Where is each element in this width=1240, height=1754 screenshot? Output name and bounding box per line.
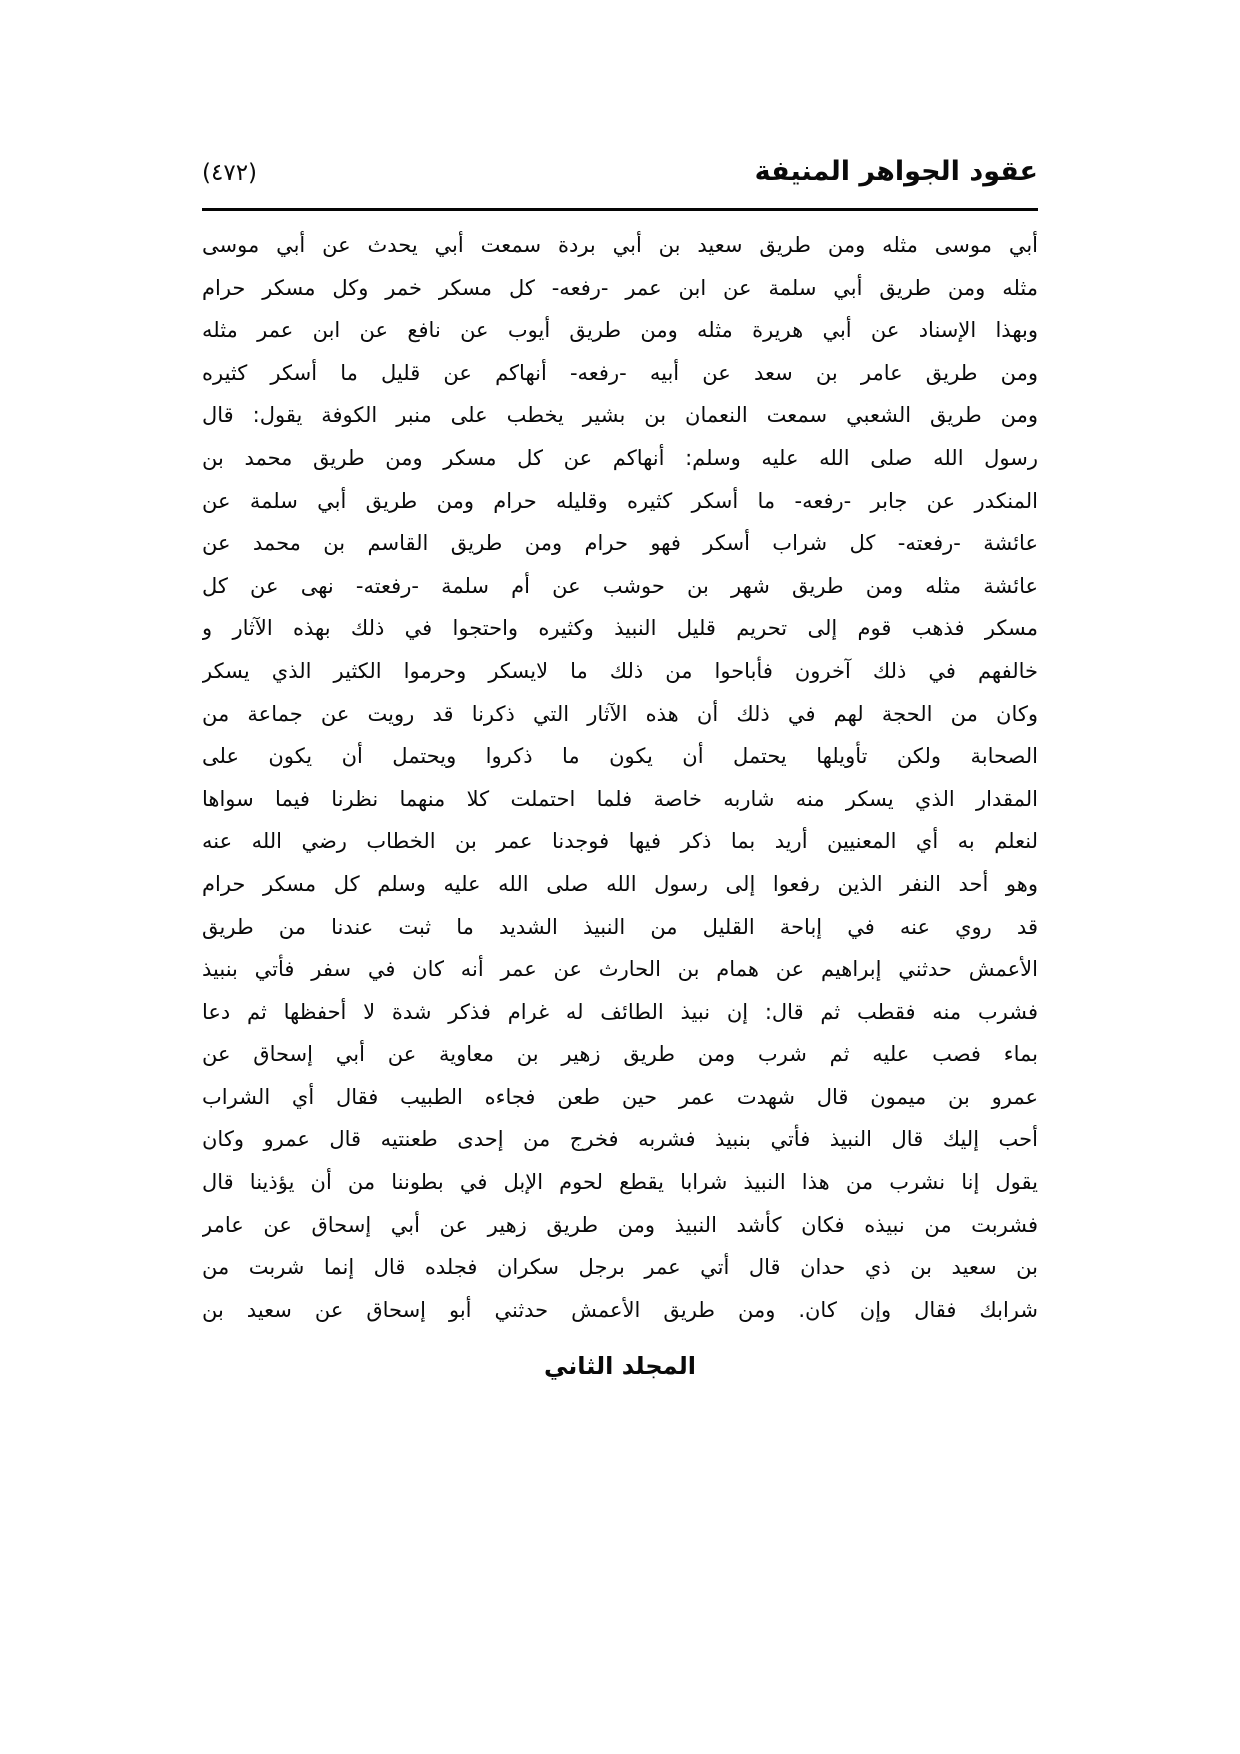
- text-line: مثله ومن طريق أبي سلمة عن ابن عمر -رفعه- كل مسكر خمر وكل مسكر حرام: [202, 275, 1038, 300]
- text-line: عائشة مثله ومن طريق شهر بن حوشب عن أم سلمة -رفعته- نهى عن كل: [202, 573, 1038, 598]
- page-header: [202, 156, 1038, 187]
- text-line: بماء فصب عليه ثم شرب ومن طريق زهير بن معاوية عن أبي إسحاق عن: [202, 1042, 1038, 1067]
- text-line: ومن طريق الشعبي سمعت النعمان بن بشير يخطب على منبر الكوفة يقول: قال: [202, 403, 1038, 428]
- page-footer: [0, 1352, 1240, 1380]
- text-line: لنعلم به أي المعنيين أريد بما ذكر فيها فوجدنا عمر بن الخطاب رضي الله عنه: [202, 829, 1038, 854]
- body-text: [202, 224, 1038, 1331]
- text-line: وهو أحد النفر الذين رفعوا إلى رسول الله صلى الله عليه وسلم كل مسكر حرام: [202, 871, 1038, 896]
- text-line: يقول إنا نشرب من هذا النبيذ شرابا يقطع لحوم الإبل في بطوننا من أن يؤذينا قال: [202, 1170, 1038, 1195]
- text-line: أحب إليك قال النبيذ فأتي بنبيذ فشربه فخرج من إحدى طعنتيه قال عمرو وكان: [202, 1127, 1038, 1152]
- text-line: المقدار الذي يسكر منه شاربه خاصة فلما احتملت كلا منهما نظرنا فيما سواها: [202, 786, 1038, 811]
- text-line: رسول الله صلى الله عليه وسلم: أنهاكم عن كل مسكر ومن طريق محمد بن: [202, 445, 1038, 470]
- text-line: أبي موسى مثله ومن طريق سعيد بن أبي بردة سمعت أبي يحدث عن أبي موسى: [202, 233, 1038, 257]
- book-title: عقود الجواهر المنيفة: [754, 156, 1038, 187]
- text-line: شرابك فقال وإن كان. ومن طريق الأعمش حدثني أبو إسحاق عن سعيد بن: [202, 1297, 1038, 1322]
- text-line: الأعمش حدثني إبراهيم عن همام بن الحارث عن عمر أنه كان في سفر فأتي بنبيذ: [202, 957, 1038, 982]
- page-number: (٤٧٢): [202, 160, 258, 186]
- text-line: فشرب منه فقطب ثم قال: إن نبيذ الطائف له غرام فذكر شدة لا أحفظها ثم دعا: [202, 999, 1038, 1024]
- volume-label: المجلد الثاني: [544, 1352, 696, 1380]
- text-line: ومن طريق عامر بن سعد عن أبيه -رفعه- أنهاكم عن قليل ما أسكر كثيره: [202, 360, 1038, 385]
- text-line: فشربت من نبيذه فكان كأشد النبيذ ومن طريق زهير عن أبي إسحاق عن عامر: [202, 1212, 1038, 1237]
- text-line: الصحابة ولكن تأويلها يحتمل أن يكون ما ذكروا ويحتمل أن يكون على: [202, 744, 1038, 769]
- text-line: وكان من الحجة لهم في ذلك أن هذه الآثار التي ذكرنا قد رويت عن جماعة من: [202, 701, 1038, 726]
- text-line: بن سعيد بن ذي حدان قال أتي عمر برجل سكران فجلده قال إنما شربت من: [202, 1255, 1038, 1280]
- text-line: المنكدر عن جابر -رفعه- ما أسكر كثيره وقليله حرام ومن طريق أبي سلمة عن: [202, 488, 1038, 513]
- text-line: وبهذا الإسناد عن أبي هريرة مثله ومن طريق أيوب عن نافع عن ابن عمر مثله: [202, 318, 1038, 343]
- text-line: عمرو بن ميمون قال شهدت عمر حين طعن فجاءه الطبيب فقال أي الشراب: [202, 1084, 1038, 1109]
- text-line: خالفهم في ذلك آخرون فأباحوا من ذلك ما لايسكر وحرموا الكثير الذي يسكر: [202, 658, 1038, 683]
- text-line: عائشة -رفعته- كل شراب أسكر فهو حرام ومن طريق القاسم بن محمد عن: [202, 531, 1038, 556]
- text-line: قد روي عنه في إباحة القليل من النبيذ الشديد ما ثبت عندنا من طريق: [202, 914, 1038, 939]
- header-divider: [202, 208, 1038, 211]
- text-line: مسكر فذهب قوم إلى تحريم قليل النبيذ وكثيره واحتجوا في ذلك بهذه الآثار و: [202, 616, 1038, 641]
